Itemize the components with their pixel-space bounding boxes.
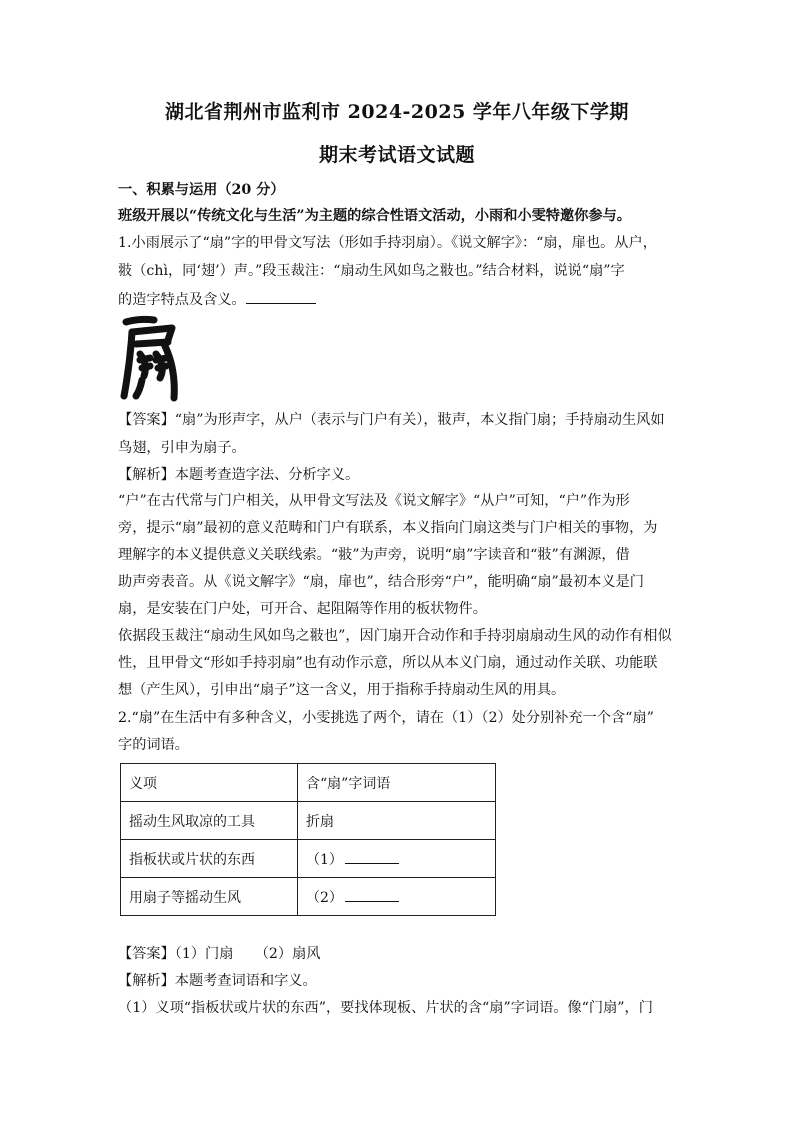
word-meaning-table (120, 763, 496, 916)
table-cell: 用扇子等摇动生风 (121, 878, 298, 916)
blank-label: （2） (306, 889, 343, 906)
answer-1-line-1: 【答案】“扇”为形声字，从户（表示与门户有关），翄声，本义指门扇；手持扇动生风如 (118, 412, 665, 428)
table-cell: 折扇 (298, 802, 496, 840)
table-cell: 指板状或片状的东西 (121, 840, 298, 878)
page-subtitle: 期末考试语文试题 (318, 144, 475, 166)
table-cell (298, 840, 496, 878)
question-1-text: 的造字特点及含义。 (118, 292, 246, 308)
answer-1-line-2: 鸟翅，引申为扇子。 (118, 440, 246, 456)
analysis-1-title: 【解析】本题考查造字法、分析字义。 (118, 467, 360, 483)
section-heading: 一、积累与运用（20 分） (118, 182, 285, 198)
question-2-line-1: 2.“扇”在生活中有多种含义，小雯挑选了两个，请在（1）（2）处分别补充一个含“扇” (118, 710, 654, 726)
analysis-1-p1-line-3: 理解字的本义提供意义关联线索。“翄”为声旁，说明“扇”字读音和“翄”有渊源，借 (118, 547, 630, 563)
table-cell: 摇动生风取凉的工具 (121, 802, 298, 840)
analysis-1-p1-line-2: 旁，提示“扇”最初的意义范畴和门户有联系，本义指向门扇这类与门户相关的事物，为 (118, 520, 658, 536)
question-1-line-3 (118, 289, 683, 310)
analysis-1-p1-line-5: 扇，是安装在门户处，可开合、起阻隔等作用的板状物件。 (118, 601, 487, 617)
table-cell (298, 878, 496, 916)
analysis-1-p1-line-4: 助声旁表音。从《说文解字》“扇，扉也”，结合形旁“户”，能明确“扇”最初本义是门 (118, 574, 644, 590)
analysis-1-p2-line-3: 想（产生风），引申出“扇子”这一含义，用于指称手持扇动生风的用具。 (118, 682, 566, 698)
table-header-cell: 含“扇”字词语 (298, 764, 496, 802)
question-1-line-1: 1.小雨展示了“扇”字的甲骨文写法（形如手持羽扇）。《说文解字》：“扇，扉也。从户， (118, 235, 657, 251)
oracle-bone-shan-glyph-icon (118, 314, 182, 402)
page-title: 湖北省荆州市监利市 2024-2025 学年八年级下学期 (165, 101, 629, 123)
table-header-cell: 义项 (121, 764, 298, 802)
analysis-1-p2-line-1: 依据段玉裁注“扇动生风如鸟之翄也”，因门扇开合动作和手持羽扇扇动生风的动作有相似 (118, 628, 672, 644)
table-row (121, 878, 496, 916)
analysis-2-line-1: （1）义项“指板状或片状的东西”，要找体现板、片状的含“扇”字词语。像“门扇”，门 (118, 1000, 653, 1016)
question-1-line-2: 翄（chì，同‘翅’）声。”段玉裁注：“扇动生风如鸟之翄也。”结合材料，说说“扇”字 (118, 263, 625, 279)
analysis-2-title: 【解析】本题考查词语和字义。 (118, 973, 317, 989)
answer-blank (246, 289, 316, 304)
question-2-line-2: 字的词语。 (118, 737, 189, 753)
answer-blank (345, 888, 399, 902)
table-row (121, 840, 496, 878)
answer-2: 【答案】（1）门扇 （2）扇风 (118, 946, 321, 962)
table-row (121, 802, 496, 840)
blank-label: （1） (306, 851, 343, 868)
analysis-1-p2-line-2: 性，且甲骨文“形如手持羽扇”也有动作示意，所以从本义门扇，通过动作关联、功能联 (118, 655, 658, 671)
activity-intro: 班级开展以“传统文化与生活”为主题的综合性语文活动，小雨和小雯特邀你参与。 (118, 208, 631, 224)
table-header-row (121, 764, 496, 802)
analysis-1-p1-line-1: “户”在古代常与门户相关，从甲骨文写法及《说文解字》“从户”可知，“户”作为形 (118, 493, 630, 509)
answer-blank (345, 850, 399, 864)
